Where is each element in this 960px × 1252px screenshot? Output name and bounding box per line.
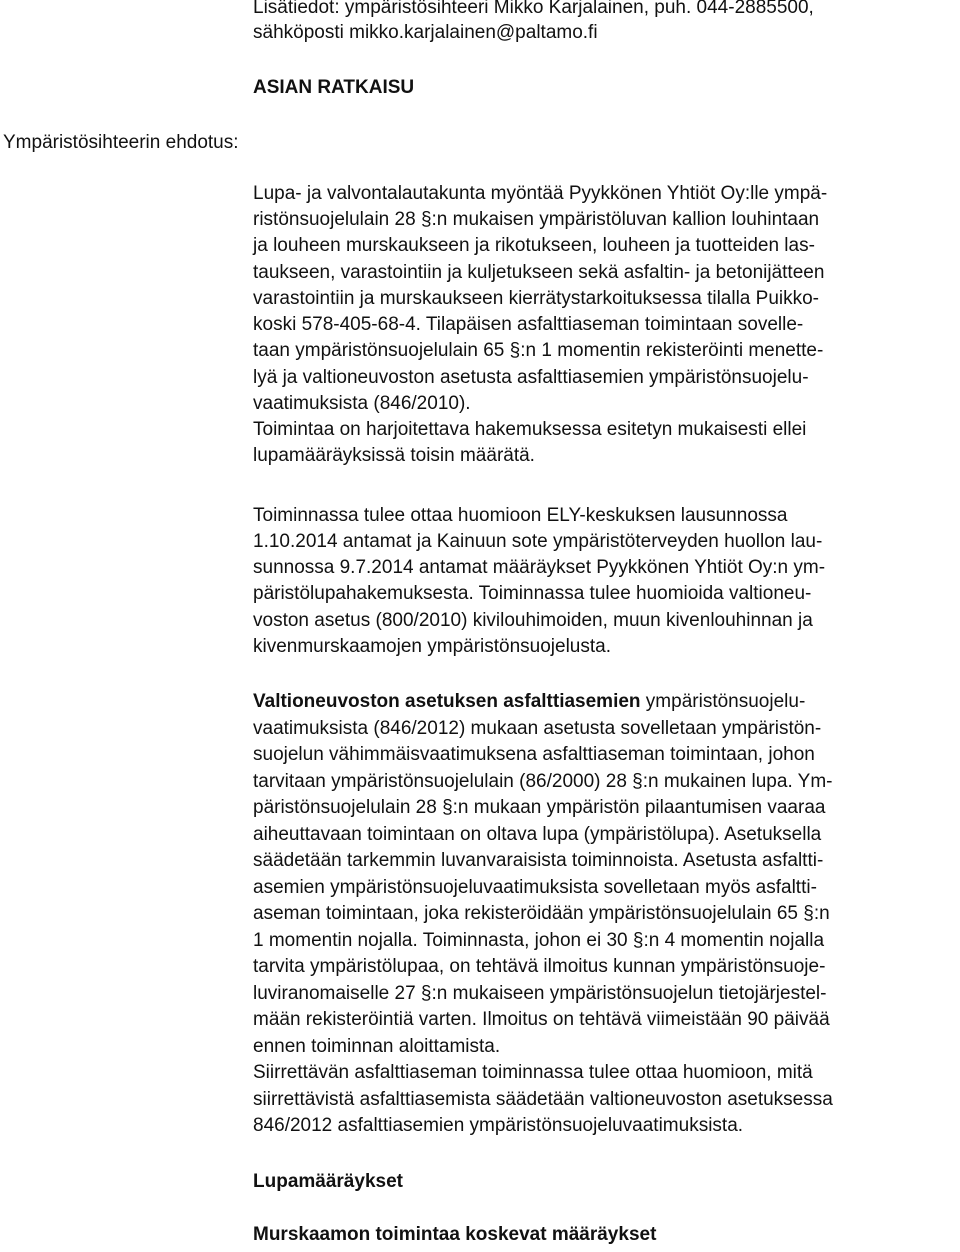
text-line: Siirrettävän asfalttiaseman toiminnassa tulee ottaa huomioon, mitä <box>253 1062 813 1083</box>
bold-lead: Valtioneuvoston asetuksen asfalttiasemien <box>253 691 641 712</box>
side-label: Ympäristösihteerin ehdotus: <box>3 132 239 153</box>
text-line: säädetään tarkemmin luvanvaraisista toiminnoista. Asetusta asfaltti- <box>253 850 824 871</box>
lead-rest: ympäristönsuojelu- <box>640 691 806 712</box>
text-line: voston asetus (800/2010) kivilouhimoiden, muun kivenlouhinnan ja <box>253 610 813 631</box>
text-line: ennen toiminnan aloittamista. <box>253 1036 501 1057</box>
text-line: Toiminnassa tulee ottaa huomioon ELY-keskuksen lausunnossa <box>253 505 788 526</box>
text-line: vaatimuksista (846/2012) mukaan asetusta sovelletaan ympäristön- <box>253 718 822 739</box>
text-line: kivenmurskaamojen ympäristönsuojelusta. <box>253 636 611 657</box>
text-line: lupamääräyksissä toisin määrätä. <box>253 445 535 466</box>
text-line: vaatimuksista (846/2010). <box>253 393 471 414</box>
contact-line-2: sähköposti mikko.karjalainen@paltamo.fi <box>253 22 598 43</box>
text-line: ristönsuojelulain 28 §:n mukaisen ympäristöluvan kallion louhintaan <box>253 209 820 230</box>
text-line: päristölupahakemuksesta. Toiminnassa tulee huomioida valtioneu- <box>253 583 812 604</box>
contact-line-1: Lisätiedot: ympäristösihteeri Mikko Karjalainen, puh. 044-2885500, <box>253 0 814 18</box>
text-line: lyä ja valtioneuvoston asetusta asfalttiasemien ympäristönsuojelu- <box>253 367 809 388</box>
text-line: päristönsuojelulain 28 §:n mukaan ympäristön pilaantumisen vaaraa <box>253 797 826 818</box>
text-line: aiheuttavaan toimintaan on oltava lupa (ympäristölupa). Asetuksella <box>253 824 822 845</box>
text-line: suojelun vähimmäisvaatimuksena asfalttiaseman toimintaan, johon <box>253 744 815 765</box>
text-line: tarvitaan ympäristönsuojelulain (86/2000) 28 §:n mukainen lupa. Ym- <box>253 771 833 792</box>
text-line: Toimintaa on harjoitettava hakemuksessa esitetyn mukaisesti ellei <box>253 419 807 440</box>
text-line <box>253 689 805 715</box>
text-line: 846/2012 asfalttiasemien ympäristönsuojeluvaatimuksista. <box>253 1115 744 1136</box>
text-line: 1.10.2014 antamat ja Kainuun sote ympäristöterveyden huollon lau- <box>253 531 823 552</box>
text-line: Lupa- ja valvontalautakunta myöntää Pyykkönen Yhtiöt Oy:lle ympä- <box>253 183 828 204</box>
text-line: koski 578-405-68-4. Tilapäisen asfalttiaseman toimintaan sovelle- <box>253 314 804 335</box>
text-line: tarvita ympäristölupaa, on tehtävä ilmoitus kunnan ympäristönsuoje- <box>253 956 826 977</box>
text-line: taukseen, varastointiin ja kuljetukseen sekä asfaltin- ja betonijätteen <box>253 262 825 283</box>
text-line: varastointiin ja murskaukseen kierrätystarkoituksessa tilalla Puikko- <box>253 288 820 309</box>
text-line: ja louheen murskaukseen ja rikotukseen, louheen ja tuotteiden las- <box>253 235 815 256</box>
text-line: asemien ympäristönsuojeluvaatimuksista sovelletaan myös asfaltti- <box>253 877 817 898</box>
text-line: 1 momentin nojalla. Toiminnasta, johon ei 30 §:n 4 momentin nojalla <box>253 930 825 951</box>
subheading-murskaamo: Murskaamon toimintaa koskevat määräykset <box>253 1224 657 1245</box>
text-line: taan ympäristönsuojelulain 65 §:n 1 momentin rekisteröinti menette- <box>253 340 824 361</box>
text-line: mään rekisteröintiä varten. Ilmoitus on tehtävä viimeistään 90 päivää <box>253 1009 830 1030</box>
subheading-lupamaaraykset: Lupamääräykset <box>253 1171 403 1192</box>
text-line: aseman toimintaan, joka rekisteröidään ympäristönsuojelulain 65 §:n <box>253 903 830 924</box>
section-heading: ASIAN RATKAISU <box>253 77 415 98</box>
text-line: siirrettävistä asfalttiasemista säädetään valtioneuvoston asetuksessa <box>253 1089 833 1110</box>
text-line: luviranomaiselle 27 §:n mukaiseen ympäristönsuojelun tietojärjestel- <box>253 983 827 1004</box>
text-line: sunnossa 9.7.2014 antamat määräykset Pyykkönen Yhtiöt Oy:n ym- <box>253 557 826 578</box>
